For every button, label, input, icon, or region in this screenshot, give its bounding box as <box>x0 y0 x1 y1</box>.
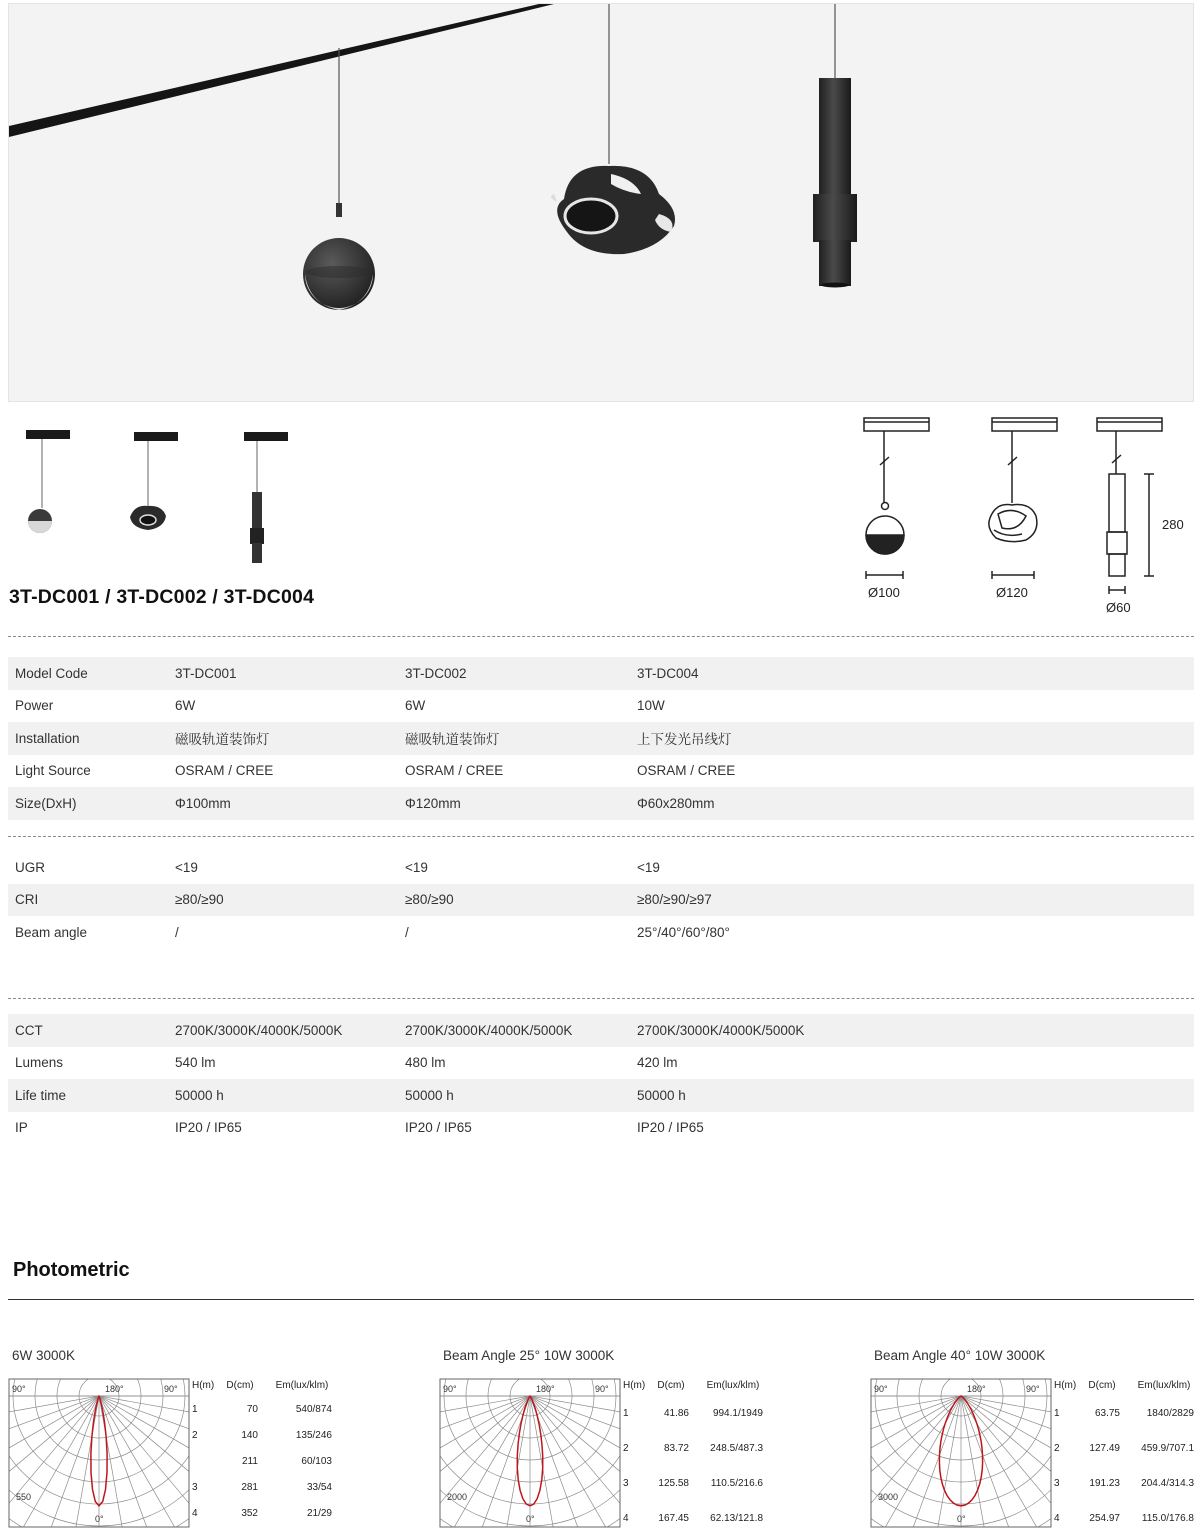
spec-value: / <box>405 924 409 940</box>
spec-value: IP20 / IP65 <box>405 1120 472 1136</box>
table-row <box>192 1500 342 1526</box>
table-cell: 4 <box>192 1507 198 1519</box>
spec-label: Size(DxH) <box>15 795 77 811</box>
polar-intensity-chart <box>870 1378 1052 1528</box>
illuminance-table <box>623 1374 773 1534</box>
table-cell: 254.97 <box>1089 1513 1120 1524</box>
table-row <box>1054 1501 1200 1534</box>
table-cell: 1 <box>192 1403 198 1415</box>
section-rule <box>8 1299 1194 1300</box>
spec-label: CCT <box>15 1022 43 1038</box>
photometric-chart-title: Beam Angle 25° 10W 3000K <box>443 1348 615 1363</box>
polar-label-left: 90° <box>12 1384 26 1394</box>
spec-row <box>8 1112 1194 1145</box>
spec-value: Φ100mm <box>175 795 231 811</box>
spec-value: ≥80/≥90/≥97 <box>637 892 712 908</box>
table-row <box>623 1466 773 1501</box>
spec-value: 6W <box>405 698 426 714</box>
dim-dc001-diameter: Ø100 <box>868 585 900 600</box>
divider <box>8 636 1194 637</box>
table-cell: 281 <box>241 1481 258 1493</box>
spec-row <box>8 884 1194 917</box>
spec-label: UGR <box>15 859 45 875</box>
table-cell: 540/874 <box>295 1403 332 1415</box>
table-cell: 135/246 <box>295 1429 332 1441</box>
table-header: H(m) <box>1054 1379 1077 1391</box>
spec-value: Φ60x280mm <box>637 795 715 811</box>
photometric-chart-title: 6W 3000K <box>12 1348 76 1363</box>
table-cell: 352 <box>241 1507 258 1519</box>
table-cell: 4 <box>623 1513 629 1524</box>
table-cell: 994.1/1949 <box>712 1408 763 1419</box>
polar-scale-label: 550 <box>16 1492 32 1502</box>
table-header: Em(lux/klm) <box>275 1379 329 1391</box>
divider <box>8 998 1194 999</box>
polar-label-right: 90° <box>595 1384 609 1394</box>
spec-value: 磁吸轨道装饰灯 <box>175 732 270 748</box>
table-cell: 248.5/487.3 <box>710 1443 763 1454</box>
table-cell: 2 <box>1054 1443 1060 1454</box>
spec-row <box>8 722 1194 755</box>
table-cell: 1840/2829 <box>1146 1408 1194 1419</box>
spec-value: 6W <box>175 698 196 714</box>
table-cell: 2 <box>192 1429 198 1441</box>
table-cell: 191.23 <box>1089 1478 1120 1489</box>
illuminance-table <box>1054 1374 1200 1534</box>
polar-label-right: 90° <box>164 1384 178 1394</box>
spec-row <box>8 1014 1194 1047</box>
spec-value: OSRAM / CREE <box>175 763 274 779</box>
table-cell: 3 <box>192 1481 198 1493</box>
spec-value: ≥80/≥90 <box>405 892 454 908</box>
table-cell: 211 <box>242 1455 258 1467</box>
table-cell: 140 <box>241 1429 258 1441</box>
thumbnail-dc001 <box>26 430 70 533</box>
table-cell: 41.86 <box>663 1408 689 1419</box>
table-row <box>192 1422 342 1448</box>
polar-label-bottom: 0° <box>526 1514 535 1524</box>
polar-scale-label: 2000 <box>447 1492 468 1502</box>
table-cell: 70 <box>246 1403 258 1415</box>
table-cell: 3 <box>623 1478 629 1489</box>
table-row <box>623 1501 773 1534</box>
spec-value: OSRAM / CREE <box>405 763 504 779</box>
table-cell: 60/103 <box>301 1455 332 1467</box>
spec-value: <19 <box>175 859 198 875</box>
table-cell: 21/29 <box>306 1507 332 1519</box>
table-cell: 115.0/176.8 <box>1141 1513 1194 1524</box>
spec-row <box>8 1079 1194 1112</box>
table-row <box>1054 1431 1200 1466</box>
polar-label-left: 90° <box>443 1384 457 1394</box>
thumbnail-dc002 <box>130 432 178 530</box>
spec-value: 50000 h <box>175 1087 224 1103</box>
table-cell: 2 <box>623 1443 629 1454</box>
spec-value: 3T-DC004 <box>637 665 699 681</box>
table-cell: 33/54 <box>306 1481 332 1493</box>
table-header: D(cm) <box>226 1379 254 1391</box>
spec-value: OSRAM / CREE <box>637 763 736 779</box>
table-cell: 204.4/314.3 <box>1141 1478 1194 1489</box>
table-cell: 1 <box>623 1408 629 1419</box>
table-cell: 63.75 <box>1094 1408 1120 1419</box>
table-header: H(m) <box>623 1379 646 1391</box>
spec-table-light <box>8 1014 1194 1144</box>
photometric-title: Photometric <box>13 1259 130 1281</box>
polar-label-bottom: 0° <box>957 1514 966 1524</box>
spec-value: 25°/40°/60°/80° <box>637 924 730 940</box>
divider <box>8 836 1194 837</box>
table-header: Em(lux/klm) <box>706 1379 760 1391</box>
spec-value: <19 <box>637 859 660 875</box>
table-header: D(cm) <box>1088 1379 1116 1391</box>
dim-dc002-diameter: Ø120 <box>996 585 1028 600</box>
table-cell: 1 <box>1054 1408 1060 1419</box>
drawing-dc001 <box>864 418 929 579</box>
spec-label: Life time <box>15 1087 67 1103</box>
spec-value: 2700K/3000K/4000K/5000K <box>405 1022 573 1038</box>
spec-row <box>8 787 1194 820</box>
table-row <box>623 1396 773 1431</box>
polar-label-top: 180° <box>536 1384 555 1394</box>
spec-row <box>8 755 1194 788</box>
table-header: H(m) <box>192 1379 215 1391</box>
spec-value: Φ120mm <box>405 795 461 811</box>
spec-label: Beam angle <box>15 924 88 940</box>
table-cell: 83.72 <box>663 1443 689 1454</box>
spec-row <box>8 851 1194 884</box>
product-title: 3T-DC001 / 3T-DC002 / 3T-DC004 <box>9 586 315 608</box>
photometric-block-2 <box>439 1344 769 1534</box>
spec-value: 50000 h <box>405 1087 454 1103</box>
table-cell: 110.5/216.6 <box>710 1478 763 1489</box>
table-row <box>192 1396 342 1422</box>
spec-row <box>8 690 1194 723</box>
spec-row <box>8 657 1194 690</box>
spec-value: 420 lm <box>637 1055 678 1071</box>
spec-value: 540 lm <box>175 1055 216 1071</box>
table-header: D(cm) <box>657 1379 685 1391</box>
photometric-chart-title: Beam Angle 40° 10W 3000K <box>874 1348 1046 1363</box>
table-cell: 62.13/121.8 <box>710 1513 763 1524</box>
dim-dc004-diameter: Ø60 <box>1106 600 1131 615</box>
spec-value: / <box>175 924 179 940</box>
drawing-dc004 <box>1097 418 1162 594</box>
spec-value: 50000 h <box>637 1087 686 1103</box>
spec-label: IP <box>15 1120 28 1136</box>
spec-label: Installation <box>15 730 80 746</box>
photometric-block-3 <box>870 1344 1200 1534</box>
table-row <box>192 1448 342 1474</box>
table-header: Em(lux/klm) <box>1137 1379 1191 1391</box>
spec-value: ≥80/≥90 <box>175 892 224 908</box>
spec-value: 3T-DC001 <box>175 665 237 681</box>
polar-scale-label: 3000 <box>878 1492 899 1502</box>
polar-label-top: 180° <box>967 1384 986 1394</box>
polar-label-top: 180° <box>105 1384 124 1394</box>
dim-dc004-height: 280 <box>1162 517 1184 532</box>
table-cell: 459.9/707.1 <box>1141 1443 1194 1454</box>
spec-value: 3T-DC002 <box>405 665 467 681</box>
spec-label: Power <box>15 698 54 714</box>
thumbnail-dc004 <box>244 432 288 563</box>
spec-value: 2700K/3000K/4000K/5000K <box>175 1022 343 1038</box>
table-row <box>623 1431 773 1466</box>
table-cell: 3 <box>1054 1478 1060 1489</box>
spec-value: 480 lm <box>405 1055 446 1071</box>
spec-label: Lumens <box>15 1055 64 1071</box>
table-row <box>1054 1466 1200 1501</box>
spec-value: IP20 / IP65 <box>175 1120 242 1136</box>
spec-value: 磁吸轨道装饰灯 <box>405 732 500 748</box>
spec-table-optics <box>8 851 1194 949</box>
product-thumbnails <box>10 420 310 570</box>
illuminance-table <box>192 1374 342 1526</box>
spec-table-general <box>8 657 1194 820</box>
polar-label-bottom: 0° <box>95 1514 104 1524</box>
spec-row <box>8 1047 1194 1080</box>
table-row <box>1054 1396 1200 1431</box>
drawing-dc002 <box>989 418 1057 579</box>
polar-label-left: 90° <box>874 1384 888 1394</box>
spec-value: IP20 / IP65 <box>637 1120 704 1136</box>
polar-intensity-chart <box>439 1378 621 1528</box>
photometric-block-1 <box>8 1344 338 1534</box>
spec-value: 10W <box>637 698 665 714</box>
table-cell: 125.58 <box>658 1478 689 1489</box>
spec-label: Model Code <box>15 665 88 681</box>
table-cell: 127.49 <box>1089 1443 1120 1454</box>
table-cell: 4 <box>1054 1513 1060 1524</box>
polar-intensity-chart <box>8 1378 190 1528</box>
hero-product-image <box>8 3 1194 402</box>
table-row <box>192 1474 342 1500</box>
hero-render <box>9 4 1194 402</box>
polar-label-right: 90° <box>1026 1384 1040 1394</box>
spec-label: CRI <box>15 892 39 908</box>
spec-row <box>8 916 1194 949</box>
spec-value: <19 <box>405 859 428 875</box>
table-cell: 167.45 <box>658 1513 689 1524</box>
spec-label: Light Source <box>15 763 91 779</box>
spec-value: 2700K/3000K/4000K/5000K <box>637 1022 805 1038</box>
spec-value: 上下发光吊线灯 <box>637 732 732 748</box>
